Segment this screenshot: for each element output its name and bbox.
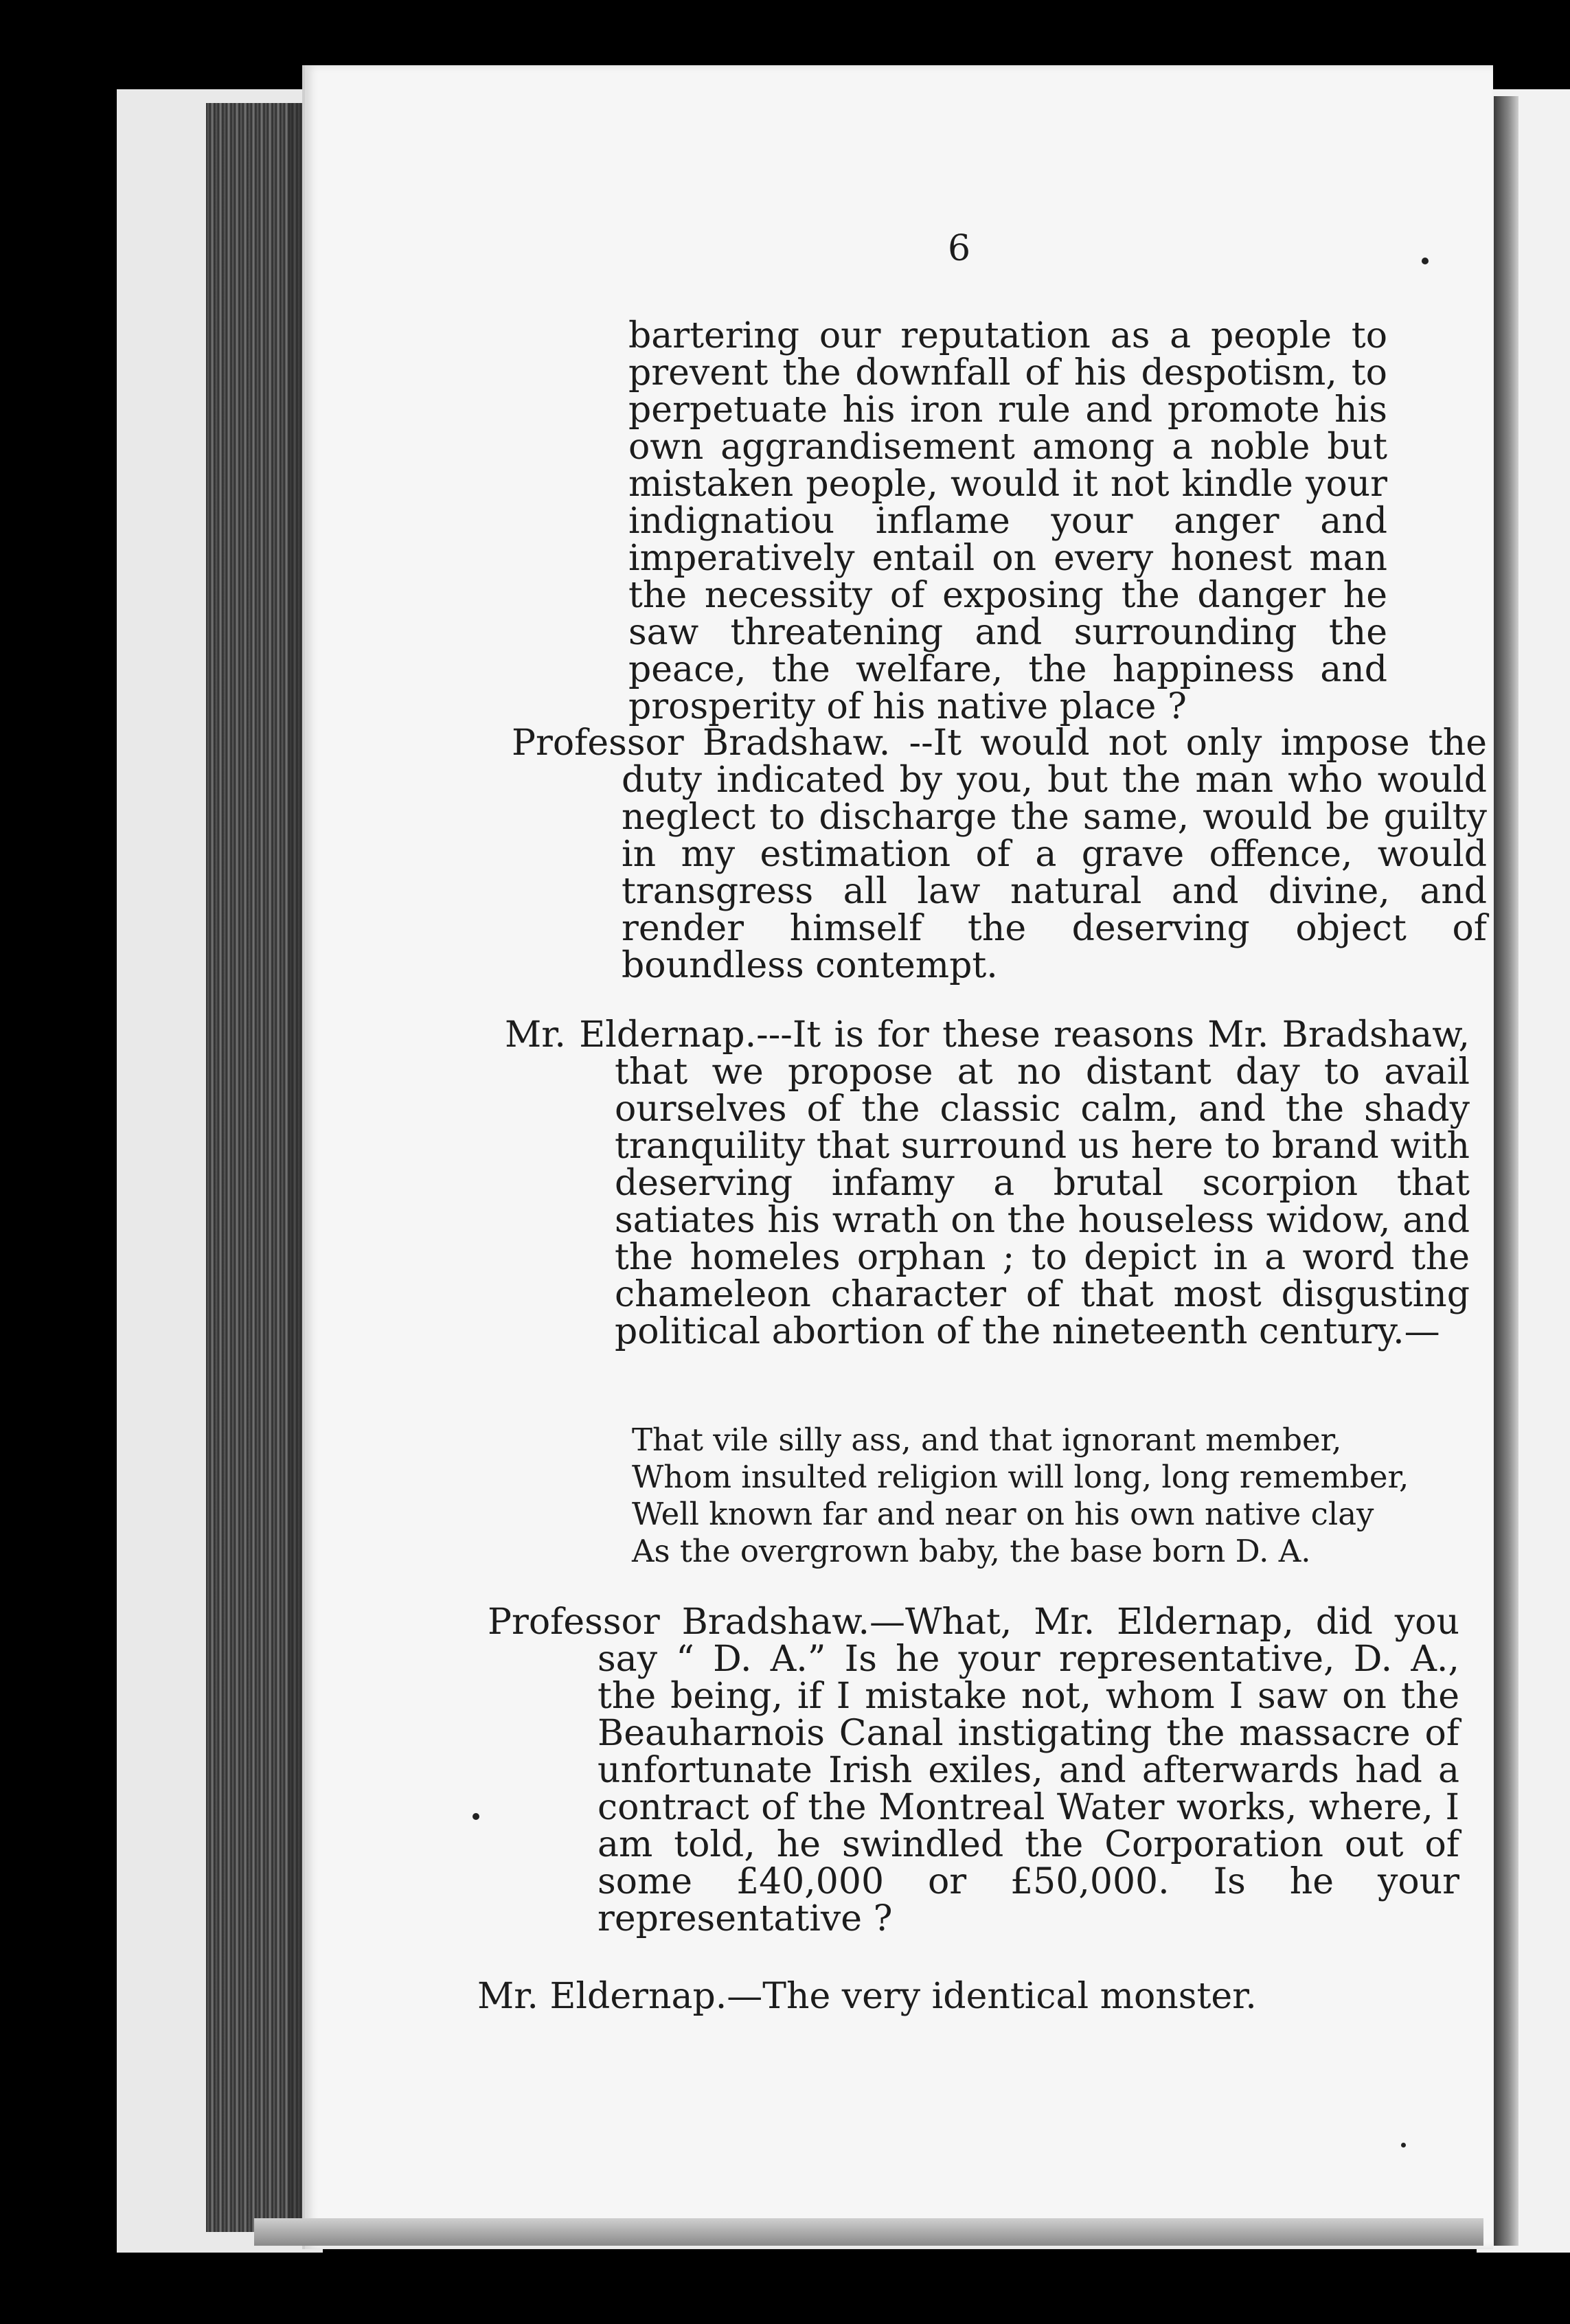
verse-quotation xyxy=(632,1422,1409,1570)
paragraph-eldernap-reasons xyxy=(505,1016,1470,1350)
page-number: 6 xyxy=(948,228,971,269)
paragraph-bradshaw-reply xyxy=(512,722,1487,986)
ink-speck xyxy=(473,1813,479,1820)
speaker-name: Professor Bradshaw. xyxy=(512,722,891,764)
speaker-name: Professor Bradshaw. xyxy=(488,1602,869,1643)
paragraph-bradshaw-question xyxy=(488,1604,1459,1937)
ink-speck xyxy=(1422,258,1429,264)
right-page-edge xyxy=(1494,96,1518,2246)
paragraph-body: --It would not only impose the duty indicated by you, but the man who would neglect to discharge the same, would be guilty in my estimation of a grave offence, would transgress all law natural and divine, and render himself the deserving object of boundless contempt. xyxy=(622,722,1487,986)
paragraph-body: —What, Mr. Eldernap, did you say “ D. A.” Is he your representative, D. A., the being, if I mistake not, whom I saw on the Beauharnois Canal instigating the massacre of unfortunate Irish exiles, and afterwards had a contract of the Montreal Water works, where, I am told, he swindled the Corporation out of some £40,000 or £50,000. Is he your representative ? xyxy=(598,1602,1459,1939)
speaker-name: Mr. Eldernap. xyxy=(477,1976,727,2017)
verse-line: Well known far and near on his own native clay xyxy=(632,1496,1374,1532)
verse-line: As the overgrown baby, the base born D. A. xyxy=(632,1533,1311,1569)
verse-line: That vile silly ass, and that ignorant member, xyxy=(632,1422,1342,1458)
paragraph-body: —The very identical monster. xyxy=(727,1976,1257,2017)
page-bottom-edge xyxy=(254,2218,1483,2246)
paragraph-eldernap-answer xyxy=(477,1978,1370,2015)
verse-line: Whom insulted religion will long, long remember, xyxy=(632,1459,1409,1495)
paragraph-body: ---It is for these reasons Mr. Bradshaw, that we propose at no distant day to avail ourselves of the classic calm, and the shady tranquility that surround us here to brand with deserving infamy a brutal scorpion that satiates his wrath on the houseless widow, and the homeles orphan ; to depict in a word the chameleon character of that most disgusting political abortion of the nineteenth century.— xyxy=(615,1014,1470,1352)
ink-speck xyxy=(1401,2143,1406,2148)
speaker-name: Mr. Eldernap. xyxy=(505,1014,757,1056)
paragraph-continuation: bartering our reputation as a people to prevent the downfall of his despotism, to perpetuate his iron rule and promote his own aggrandisement among a noble but mistaken people, would it not kindle your indignatiou inflame your anger and imperatively entail on every honest man the necessity of exposing the danger he saw threatening and surrounding the peace, the welfare, the happiness and prosperity of his native place ? xyxy=(628,315,1387,727)
